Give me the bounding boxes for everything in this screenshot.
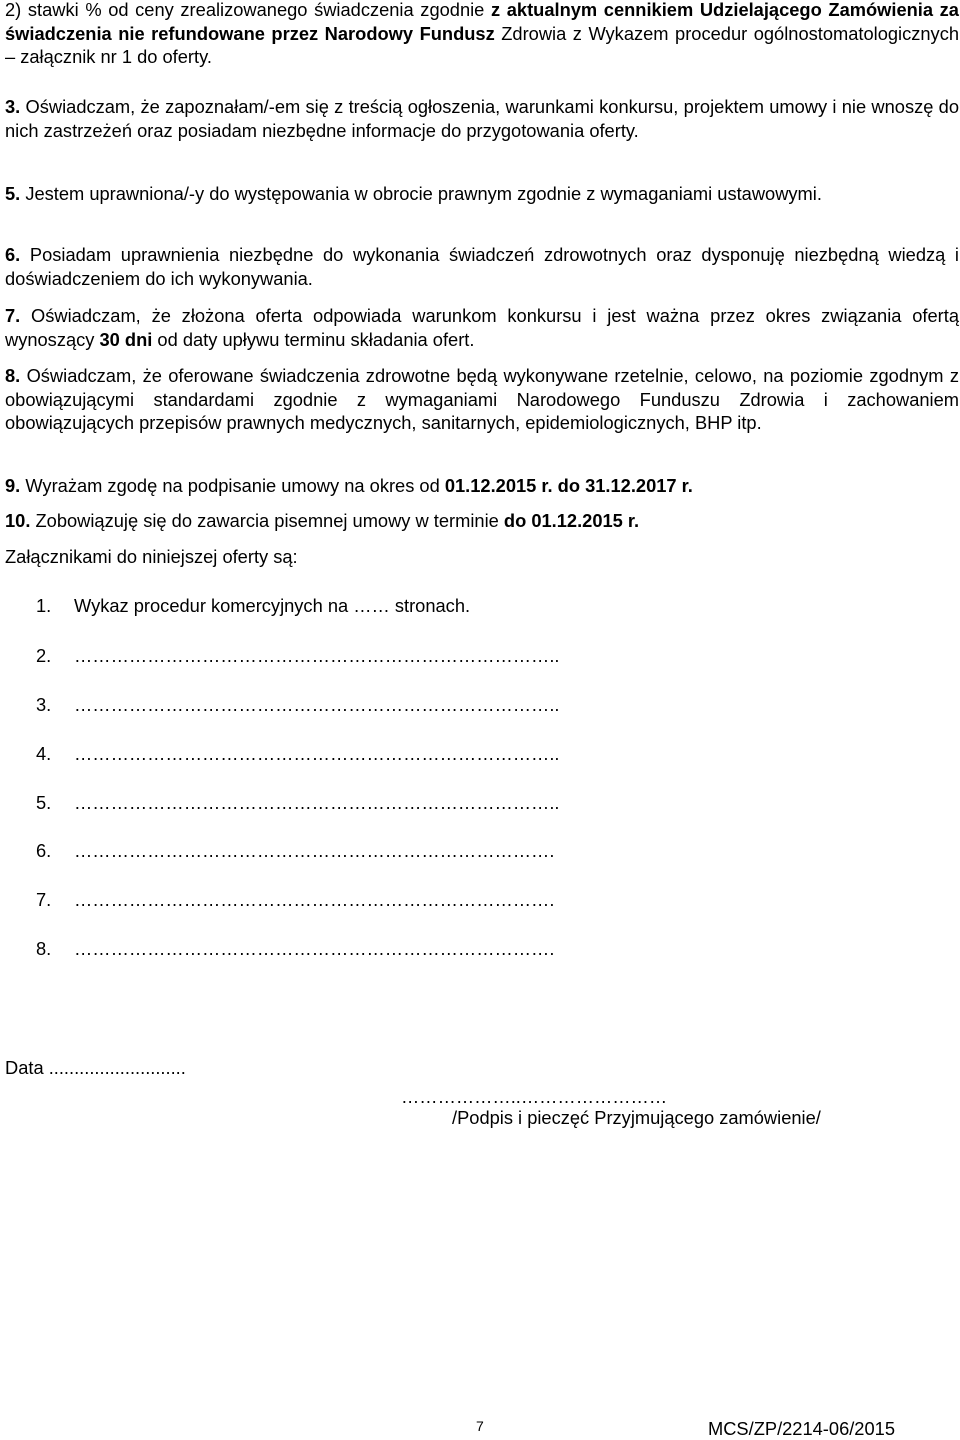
paragraph-7: 7. Oświadczam, że złożona oferta odpowiada warunkom konkursu i jest ważna przez okres związania ofertą wynoszący 30 dni od daty upływu terminu składania ofert. [5, 305, 959, 350]
item-number: 8. [5, 365, 21, 386]
attachment-item: 5. …………………………………………………………………….. [36, 792, 560, 813]
validity-days: 30 dni [99, 328, 153, 350]
attachment-item: 8. ……………………………………………………………………. [36, 938, 555, 959]
attachment-item: 7. ……………………………………………………………………. [36, 889, 555, 910]
signature-label: /Podpis i pieczęć Przyjmującego zamówienie/ [452, 1107, 821, 1128]
attachment-item: 3. …………………………………………………………………….. [36, 694, 560, 715]
paragraph-2: 2) stawki % od ceny zrealizowanego świadczenia zgodnie z aktualnym cennikiem Udzielającego Zamówienia za świadczenia nie refundowane przez Narodowy Fundusz Zdrowia z Wykazem procedur ogólnostomatologicznych – załącznik nr 1 do oferty. [5, 0, 959, 67]
contract-period: 01.12.2015 r. do 31.12.2017 r. [444, 475, 693, 496]
attachment-item: 6. ……………………………………………………………………. [36, 840, 555, 861]
contract-deadline: do 01.12.2015 r. [503, 510, 640, 531]
paragraph-10: 10. Zobowiązuję się do zawarcia pisemnej umowy w terminie do 01.12.2015 r. [5, 510, 640, 531]
paragraph-3: 3. Oświadczam, że zapoznałam/-em się z treścią ogłoszenia, warunkami konkursu, projektem umowy i nie wnoszę do nich zastrzeżeń oraz posiadam niezbędne informacje do przygotowania oferty. [5, 96, 959, 141]
item-number: 3. [5, 96, 21, 117]
document-reference: MCS/ZP/2214-06/2015 [708, 1418, 895, 1439]
attachment-item: 2. …………………………………………………………………….. [36, 645, 560, 666]
paragraph-5: 5. Jestem uprawniona/-y do występowania w obrocie prawnym zgodnie z wymaganiami ustawowymi. [5, 183, 822, 204]
attachment-item: 4. …………………………………………………………………….. [36, 743, 560, 764]
paragraph-2-bold: z aktualnym cennikiem Udzielającego Zamówienia za świadczenia nie refundowane przez Narodowy Fundusz [5, 0, 959, 44]
paragraph-8: 8. Oświadczam, że oferowane świadczenia zdrowotne będą wykonywane rzetelnie, celowo, na poziomie zgodnym z obowiązującymi standardami zgodnie z wymaganiami Narodowego Funduszu Zdrowia i zachowaniem obowiązujących przepisów prawnych medycznych, sanitarnych, epidemiologicznych, BHP itp. [5, 365, 959, 433]
attachment-item: 1. Wykaz procedur komercyjnych na …… stronach. [36, 595, 471, 616]
page-number: 7 [476, 1418, 484, 1434]
item-number: 5. [5, 183, 21, 204]
signature-line: ………………..…………………… [401, 1086, 668, 1107]
item-number: 7. [5, 305, 21, 326]
attachments-title: Załącznikami do niniejszej oferty są: [5, 546, 298, 567]
item-number: 10. [5, 510, 31, 531]
item-number: 6. [5, 244, 21, 265]
paragraph-6: 6. Posiadam uprawnienia niezbędne do wykonania świadczeń zdrowotnych oraz dysponuję niezbędną wiedzą i doświadczeniem do ich wykonywania. [5, 244, 959, 289]
paragraph-9: 9. Wyrażam zgodę na podpisanie umowy na okres od 01.12.2015 r. do 31.12.2017 r. [5, 475, 693, 496]
date-field: Data ........................... [5, 1057, 186, 1078]
item-number: 9. [5, 475, 21, 496]
